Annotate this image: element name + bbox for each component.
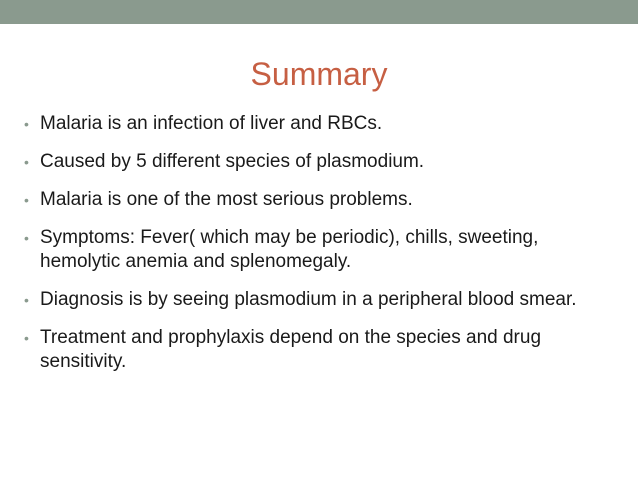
- bullet-dot-icon: •: [24, 292, 29, 308]
- bullet-item: [20, 226, 620, 274]
- bullet-dot-icon: •: [24, 154, 29, 170]
- bullet-item: [20, 188, 620, 212]
- bullet-item: [20, 150, 620, 174]
- bullet-text: Symptoms: Fever( which may be periodic), chills, sweeting, hemolytic anemia and splenomegaly.: [40, 227, 539, 272]
- bullet-list: [20, 112, 620, 388]
- bullet-item: [20, 326, 620, 374]
- bullet-item: [20, 112, 620, 136]
- bullet-text: Diagnosis is by seeing plasmodium in a peripheral blood smear.: [40, 289, 577, 310]
- bullet-text: Treatment and prophylaxis depend on the species and drug sensitivity.: [40, 327, 542, 372]
- slide-title: [0, 54, 638, 94]
- slide-top-bar: [0, 0, 638, 24]
- bullet-text: Caused by 5 different species of plasmodium.: [40, 151, 425, 172]
- bullet-dot-icon: •: [24, 192, 29, 208]
- bullet-dot-icon: •: [24, 230, 29, 246]
- bullet-text: Malaria is one of the most serious problems.: [40, 189, 413, 210]
- bullet-dot-icon: •: [24, 330, 29, 346]
- bullet-text: Malaria is an infection of liver and RBCs.: [40, 113, 383, 134]
- bullet-dot-icon: •: [24, 116, 29, 132]
- slide-title-text: Summary: [250, 56, 388, 92]
- bullet-item: [20, 288, 620, 312]
